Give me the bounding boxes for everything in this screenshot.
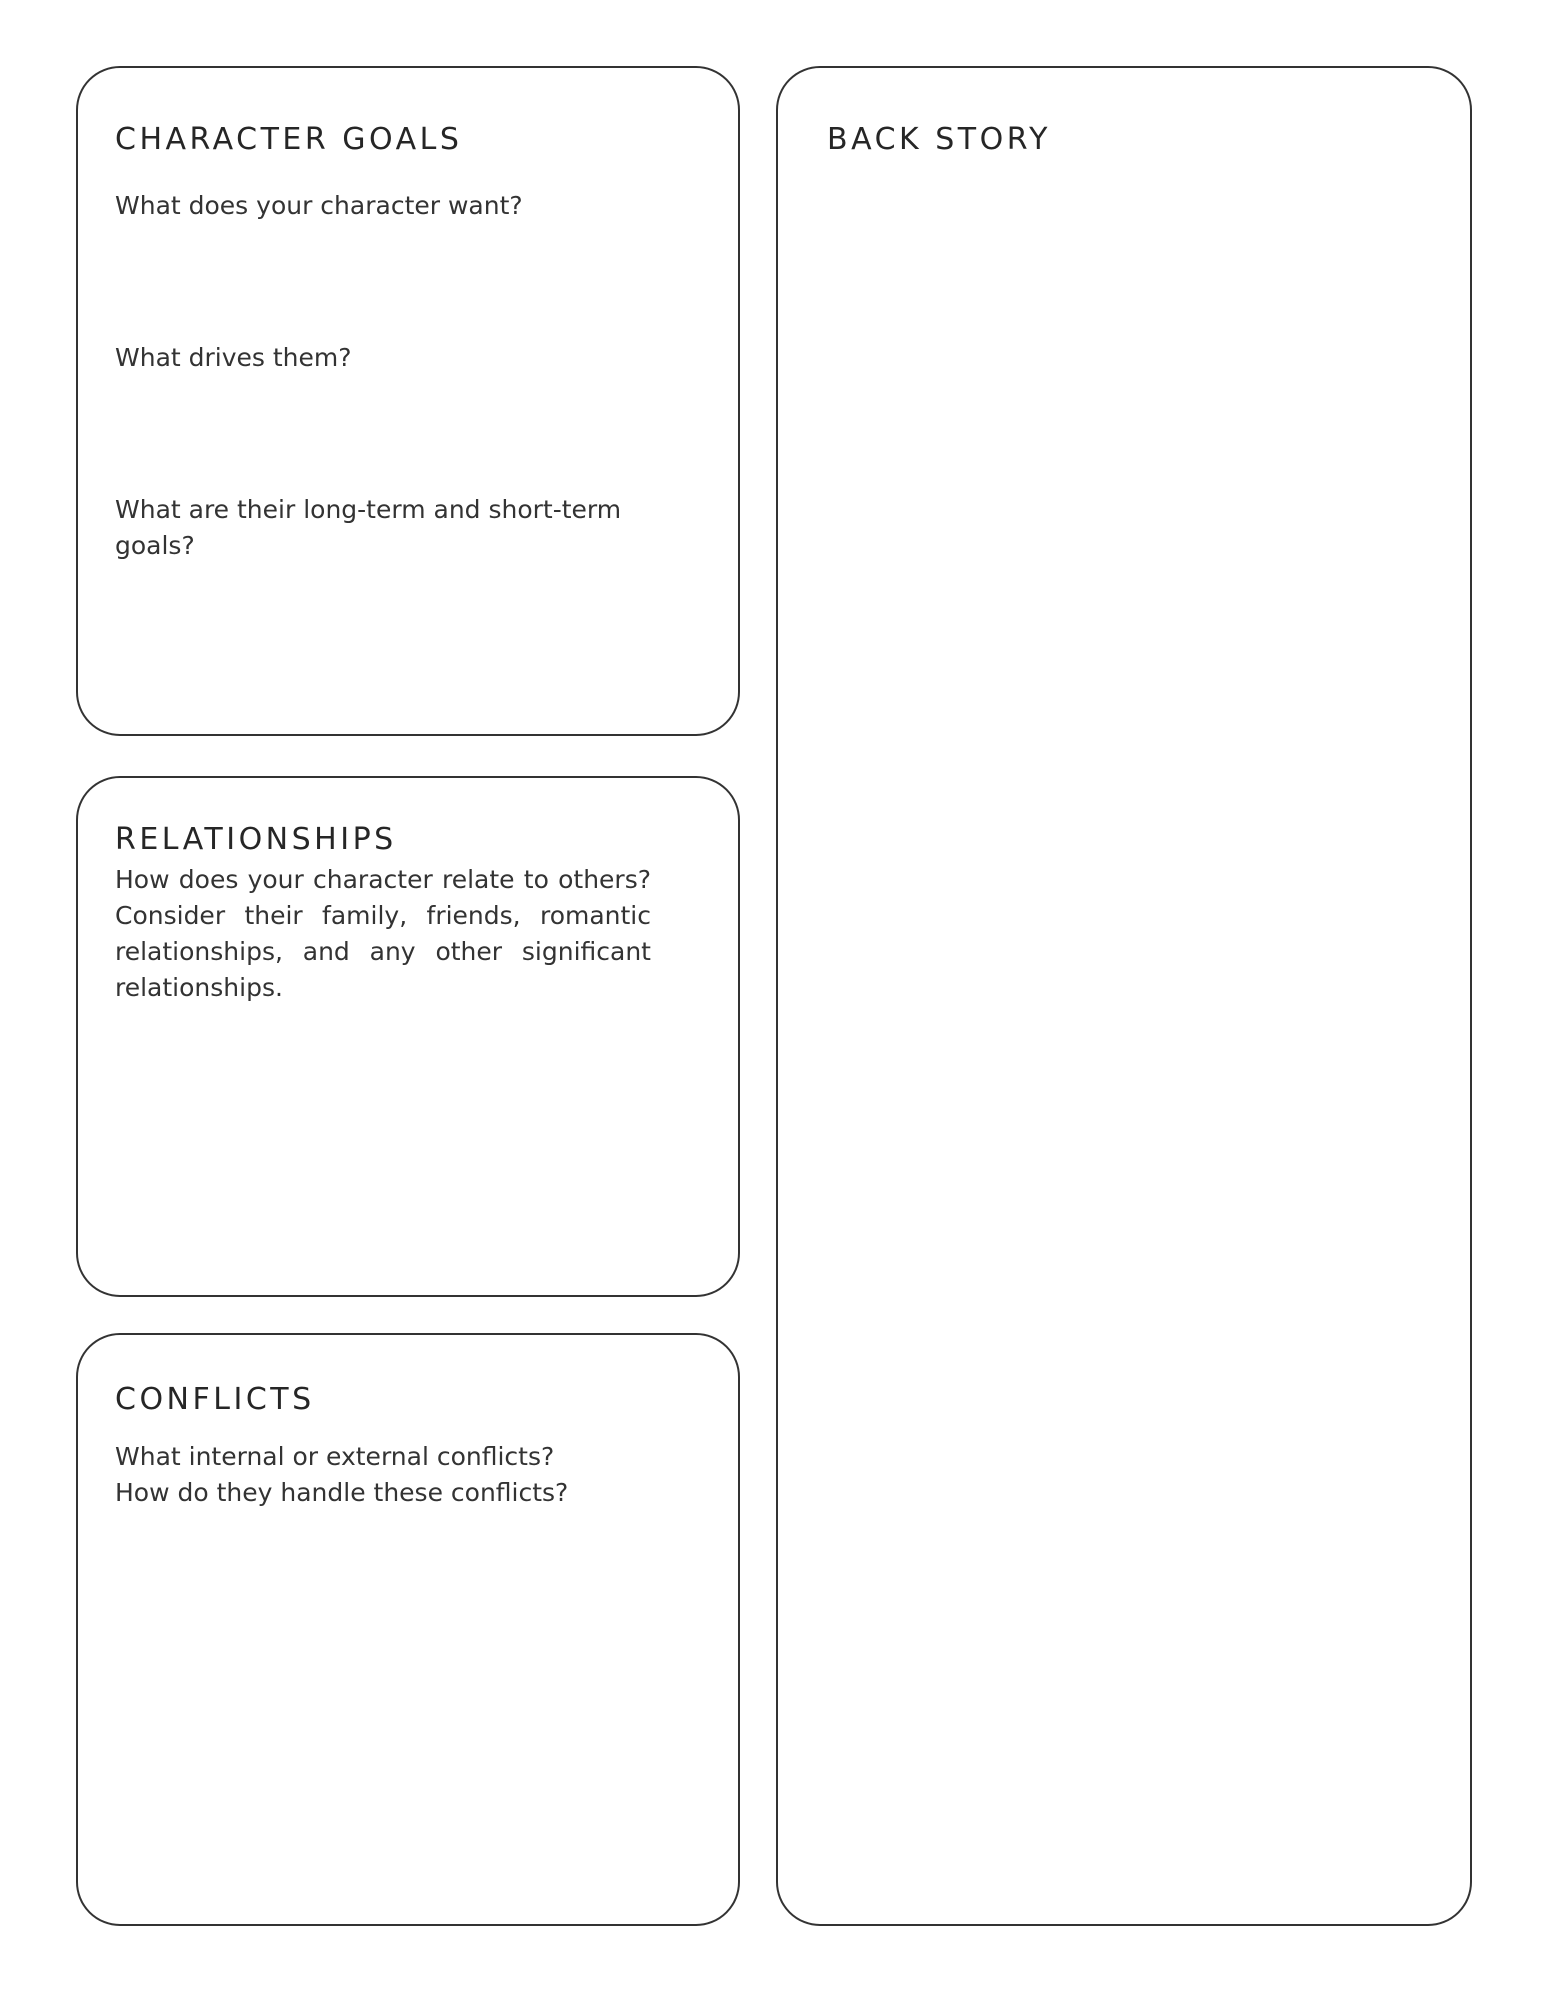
conflicts-card [76, 1333, 740, 1926]
conflicts-prompt-handle: How do they handle these conflicts? [115, 1478, 569, 1507]
character-goals-card [76, 66, 740, 736]
back-story-card [776, 66, 1472, 1926]
goals-question-drives: What drives them? [115, 343, 352, 372]
character-goals-heading: CHARACTER GOALS [115, 122, 463, 157]
goals-question-long-short-term: What are their long-term and short-term goals? [115, 495, 622, 560]
conflicts-prompt-internal-external: What internal or external conflicts? [115, 1442, 555, 1471]
conflicts-heading: CONFLICTS [115, 1382, 315, 1417]
relationships-heading: RELATIONSHIPS [115, 822, 397, 857]
relationships-prompt: How does your character relate to others? Consider their family, friends, romantic relationships, and any other significant relationships. [115, 865, 651, 1002]
goals-question-want: What does your character want? [115, 191, 523, 220]
relationships-card [76, 776, 740, 1297]
back-story-heading: BACK STORY [827, 122, 1051, 157]
